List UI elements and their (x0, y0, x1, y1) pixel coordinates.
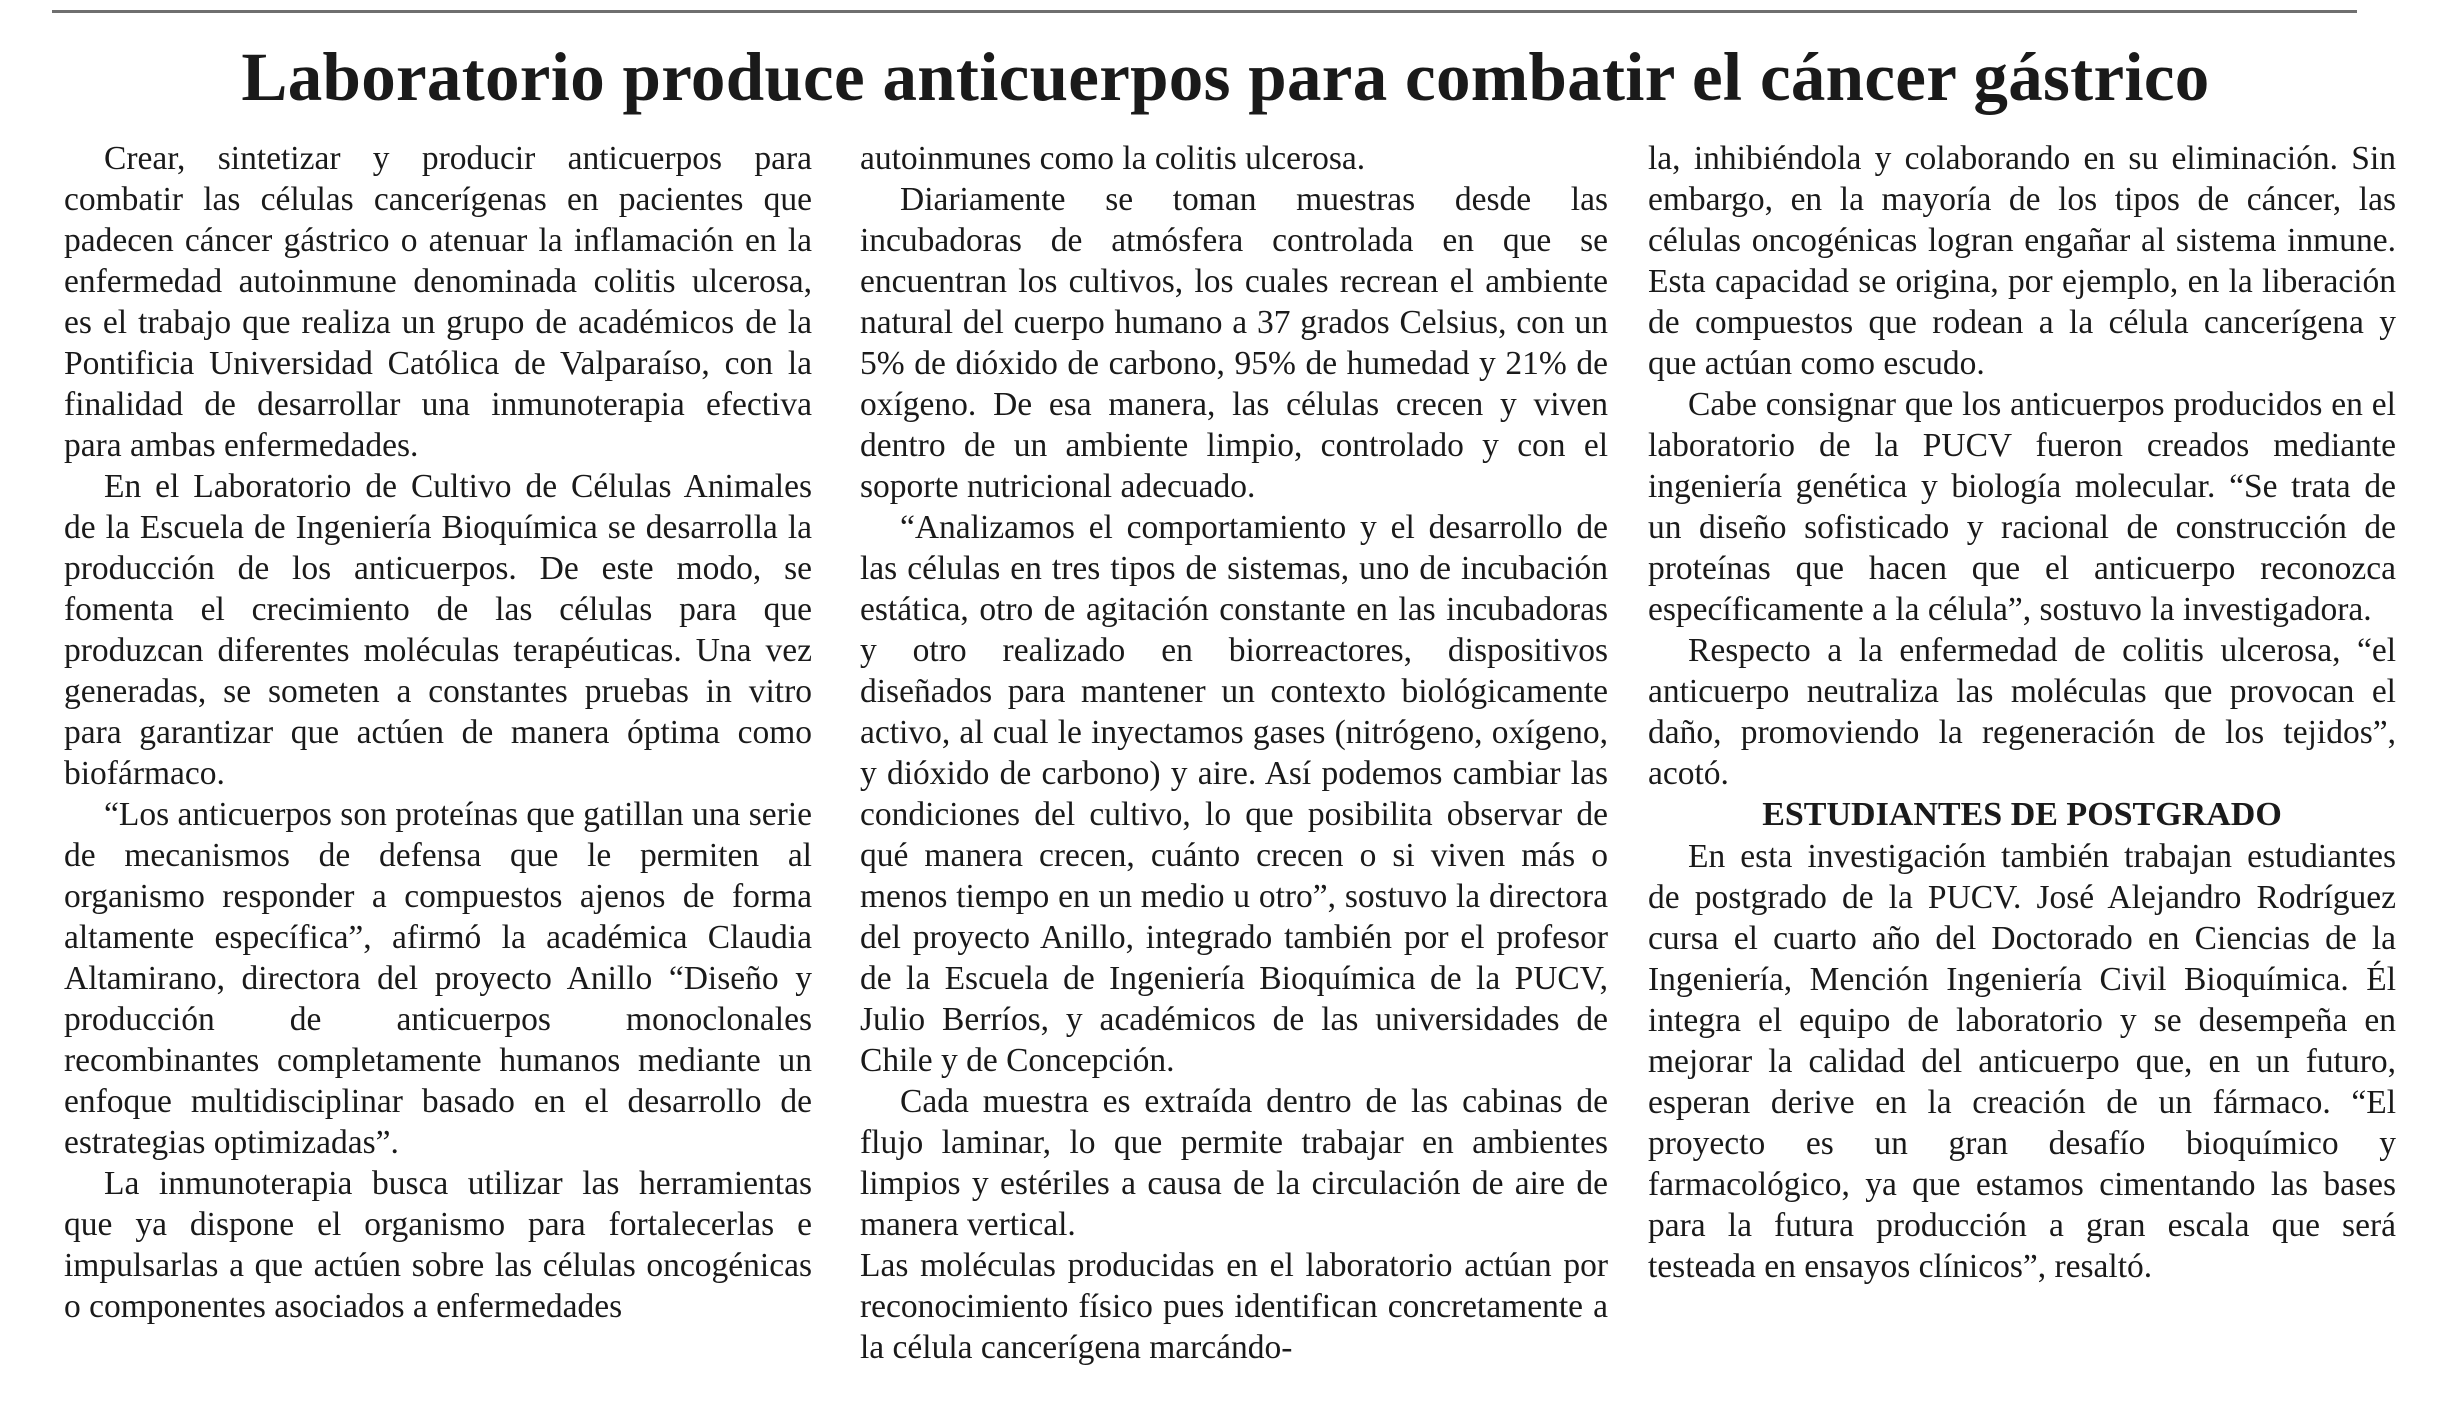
article-column-2 (860, 138, 1608, 1368)
paragraph: Cabe consignar que los anticuerpos producidos en el laboratorio de la PUCV fueron creados mediante ingeniería genética y biología molecular. “Se trata de un diseño sofisticado y racional de construcción de proteínas que hacen que el anticuerpo reconozca específicamente a la célula”, sostuvo la investigadora. (1648, 386, 2396, 628)
article-column-3 (1648, 138, 2396, 1287)
top-rule (52, 10, 2357, 13)
paragraph: En esta investigación también trabajan estudiantes de postgrado de la PUCV. José Alejandro Rodríguez cursa el cuarto año del Doctorado en Ciencias de la Ingeniería, Mención Ingeniería Civil Bioquímica. Él integra el equipo de laboratorio y se desempeña en mejorar la calidad del anticuerpo que, en un futuro, esperan derive en la creación de un fármaco. “El proyecto es un gran desafío bioquímico y farmacológico, ya que estamos cimentando las bases para la futura producción a gran escala que será testeada en ensayos clínicos”, resaltó. (1648, 838, 2396, 1285)
article-column-1 (64, 138, 812, 1327)
headline: Laboratorio produce anticuerpos para combatir el cáncer gástrico (241, 39, 2210, 115)
subheading: ESTUDIANTES DE POSTGRADO (1762, 796, 2282, 833)
paragraph: Las moléculas producidas en el laboratorio actúan por reconocimiento físico pues identifican concretamente a la célula cancerígena marcándo- (860, 1247, 1608, 1366)
paragraph: En el Laboratorio de Cultivo de Células Animales de la Escuela de Ingeniería Bioquímica se desarrolla la producción de los anticuerpos. De este modo, se fomenta el crecimiento de las células para que produzcan diferentes moléculas terapéuticas. Una vez generadas, se someten a constantes pruebas in vitro para garantizar que actúen de manera óptima como biofármaco. (64, 468, 812, 792)
paragraph: “Los anticuerpos son proteínas que gatillan una serie de mecanismos de defensa que le permiten al organismo responder a compuestos ajenos de forma altamente específica”, afirmó la académica Claudia Altamirano, directora del proyecto Anillo “Diseño y producción de anticuerpos monoclonales recombinantes completamente humanos mediante un enfoque multidisciplinar basado en el desarrollo de estrategias optimizadas”. (64, 796, 812, 1161)
paragraph: Cada muestra es extraída dentro de las cabinas de flujo laminar, lo que permite trabajar en ambientes limpios y estériles a causa de la circulación de aire de manera vertical. (860, 1083, 1608, 1243)
paragraph: La inmunoterapia busca utilizar las herramientas que ya dispone el organismo para fortalecerlas e impulsarlas a que actúen sobre las células oncogénicas o componentes asociados a enfermedades (64, 1165, 812, 1325)
paragraph-continued: autoinmunes como la colitis ulcerosa. (860, 140, 1366, 177)
paragraph: Respecto a la enfermedad de colitis ulcerosa, “el anticuerpo neutraliza las moléculas que provocan el daño, promoviendo la regeneración de los tejidos”, acotó. (1648, 632, 2396, 792)
paragraph: Crear, sintetizar y producir anticuerpos para combatir las células cancerígenas en pacientes que padecen cáncer gástrico o atenuar la inflamación en la enfermedad autoinmune denominada colitis ulcerosa, es el trabajo que realiza un grupo de académicos de la Pontificia Universidad Católica de Valparaíso, con la finalidad de desarrollar una inmunoterapia efectiva para ambas enfermedades. (64, 140, 812, 464)
paragraph-continued: la, inhibiéndola y colaborando en su eliminación. Sin embargo, en la mayoría de los tipos de cáncer, las células oncogénicas logran engañar al sistema inmune. Esta capacidad se origina, por ejemplo, en la liberación de compuestos que rodean a la célula cancerígena y que actúan como escudo. (1648, 140, 2396, 382)
paragraph: Diariamente se toman muestras desde las incubadoras de atmósfera controlada en que se encuentran los cultivos, los cuales recrean el ambiente natural del cuerpo humano a 37 grados Celsius, con un 5% de dióxido de carbono, 95% de humedad y 21% de oxígeno. De esa manera, las células crecen y viven dentro de un ambiente limpio, controlado y con el soporte nutricional adecuado. (860, 181, 1608, 505)
paragraph: “Analizamos el comportamiento y el desarrollo de las células en tres tipos de sistemas, uno de incubación estática, otro de agitación constante en las incubadoras y otro realizado en biorreactores, dispositivos diseñados para mantener un contexto biológicamente activo, al cual le inyectamos gases (nitrógeno, oxígeno, y dióxido de carbono) y aire. Así podemos cambiar las condiciones del cultivo, lo que posibilita observar de qué manera crecen, cuánto crecen o si viven más o menos tiempo en un medio u otro”, sostuvo la directora del proyecto Anillo, integrado también por el profesor de la Escuela de Ingeniería Bioquímica de la PUCV, Julio Berríos, y académicos de las universidades de Chile y de Concepción. (860, 509, 1608, 1079)
